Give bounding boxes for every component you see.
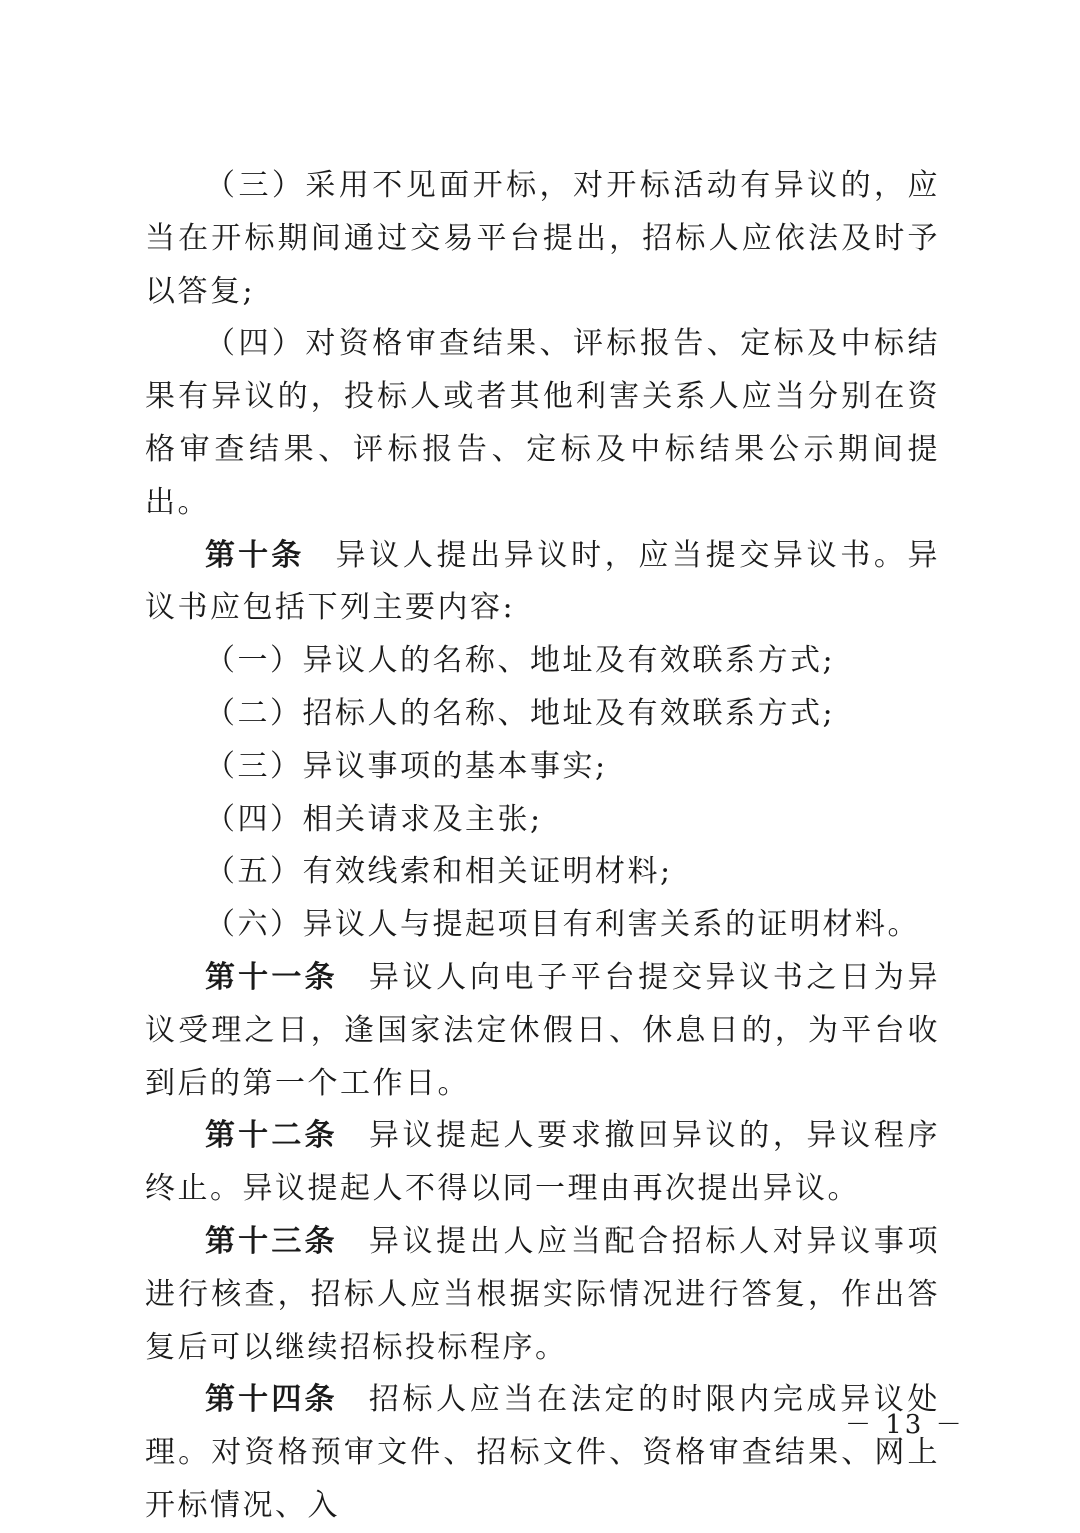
article-number: 第十四条 <box>205 1382 338 1418</box>
article-text: 异议提起人要求撤回异议的，异议程序终止。异议提起人不得以同一理由再次提出异议。 <box>145 1118 941 1207</box>
article-text: 异议提出人应当配合招标人对异议事项进行核查，招标人应当根据实际情况进行答复，作出答复后可以继续招标投标程序。 <box>145 1223 941 1365</box>
article-number: 第十三条 <box>205 1223 338 1259</box>
document-body <box>145 160 940 1533</box>
article-14 <box>145 1374 940 1532</box>
list-item-4 <box>145 794 940 847</box>
article-number: 第十二条 <box>205 1118 338 1154</box>
page-number: － 13 － <box>845 1410 965 1440</box>
paragraph-text: （四）对资格审查结果、评标报告、定标及中标结果有异议的，投标人或者其他利害关系人应当分别在资格审查结果、评标报告、定标及中标结果公示期间提出。 <box>145 326 940 520</box>
list-item-text: （一）异议人的名称、地址及有效联系方式; <box>205 643 836 679</box>
article-number: 第十一条 <box>205 959 338 995</box>
list-item-text: （四）相关请求及主张; <box>205 801 543 837</box>
paragraph-item-4 <box>145 318 940 529</box>
article-text: 招标人应当在法定的时限内完成异议处理。对资格预审文件、招标文件、资格审查结果、网上开标情况、入 <box>145 1382 941 1523</box>
paragraph-item-3 <box>145 160 940 318</box>
article-text: 异议人提出异议时，应当提交异议书。异议书应包括下列主要内容: <box>145 537 941 626</box>
article-text: 异议人向电子平台提交异议书之日为异议受理之日，逢国家法定休假日、休息日的，为平台收到后的第一个工作日。 <box>145 959 941 1101</box>
list-item-text: （三）异议事项的基本事实; <box>205 748 608 784</box>
list-item-3 <box>145 741 940 794</box>
article-11 <box>145 952 940 1110</box>
article-10 <box>145 530 940 636</box>
list-item-1 <box>145 635 940 688</box>
list-item-5 <box>145 846 940 899</box>
article-12 <box>145 1110 940 1216</box>
list-item-2 <box>145 688 940 741</box>
list-item-text: （二）招标人的名称、地址及有效联系方式; <box>205 695 836 731</box>
list-item-text: （六）异议人与提起项目有利害关系的证明材料。 <box>205 907 920 943</box>
list-item-6 <box>145 899 940 952</box>
list-item-text: （五）有效线索和相关证明材料; <box>205 854 673 890</box>
paragraph-text: （三）采用不见面开标，对开标活动有异议的，应当在开标期间通过交易平台提出，招标人应依法及时予以答复; <box>145 168 940 309</box>
article-13 <box>145 1216 940 1374</box>
article-number: 第十条 <box>205 537 305 573</box>
